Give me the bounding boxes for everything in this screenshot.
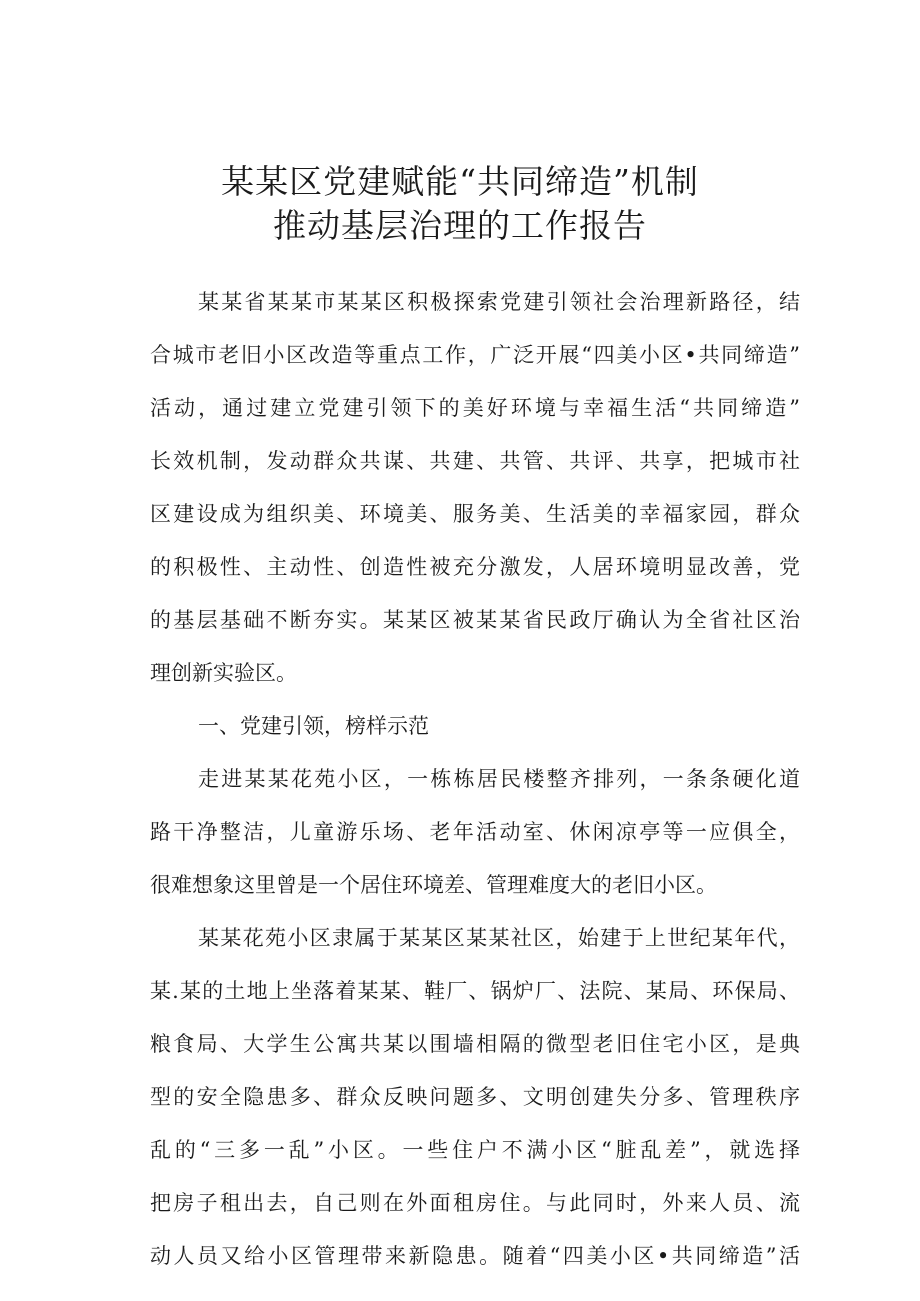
paragraph-1-line: 的基层基础不断夯实。某某区被某某省民政厅确认为全省社区治 [150,608,800,632]
paragraph-1-line: 活动，通过建立党建引领下的美好环境与幸福生活“共同缔造” [150,396,800,420]
section-heading: 一、党建引领，榜样示范 [198,714,429,738]
document-title-line-2: 推动基层治理的工作报告 [273,206,647,245]
paragraph-1-line: 的积极性、主动性、创造性被充分激发，人居环境明显改善，党 [150,555,800,579]
paragraph-3-line: 某某花苑小区隶属于某某区某某社区，始建于上世纪某年代， [198,926,800,950]
paragraph-2-line: 路干净整洁，儿童游乐场、老年活动室、休闲凉亭等一应俱全， [150,820,800,844]
paragraph-3-line: 动人员又给小区管理带来新隐患。随着“四美小区•共同缔造”活 [150,1244,800,1268]
paragraph-2-line: 很难想象这里曾是一个居住环境差、管理难度大的老旧小区。 [150,873,717,897]
paragraph-1-line: 区建设成为组织美、环境美、服务美、生活美的幸福家园，群众 [150,502,800,526]
paragraph-1-line: 长效机制，发动群众共谋、共建、共管、共评、共享，把城市社 [150,449,800,473]
paragraph-1-line: 某某省某某市某某区积极探索党建引领社会治理新路径，结 [198,290,800,314]
document-title-line-1: 某某区党建赋能“共同缔造”机制 [221,162,699,201]
paragraph-1-line: 理创新实验区。 [150,661,297,685]
paragraph-3-line: 型的安全隐患多、群众反映问题多、文明创建失分多、管理秩序 [150,1085,800,1109]
paragraph-1-line: 合城市老旧小区改造等重点工作，广泛开展“四美小区•共同缔造” [150,343,800,367]
paragraph-3-line: 某.某的土地上坐落着某某、鞋厂、锅炉厂、法院、某局、环保局、 [150,979,800,1003]
paragraph-3-line: 乱的“三多一乱”小区。一些住户不满小区“脏乱差”，就选择 [150,1138,800,1162]
paragraph-2-line: 走进某某花苑小区，一栋栋居民楼整齐排列，一条条硬化道 [198,767,800,791]
paragraph-3-line: 粮食局、大学生公寓共某以围墙相隔的微型老旧住宅小区，是典 [150,1032,800,1056]
paragraph-3-line: 把房子租出去，自己则在外面租房住。与此同时，外来人员、流 [150,1191,800,1215]
